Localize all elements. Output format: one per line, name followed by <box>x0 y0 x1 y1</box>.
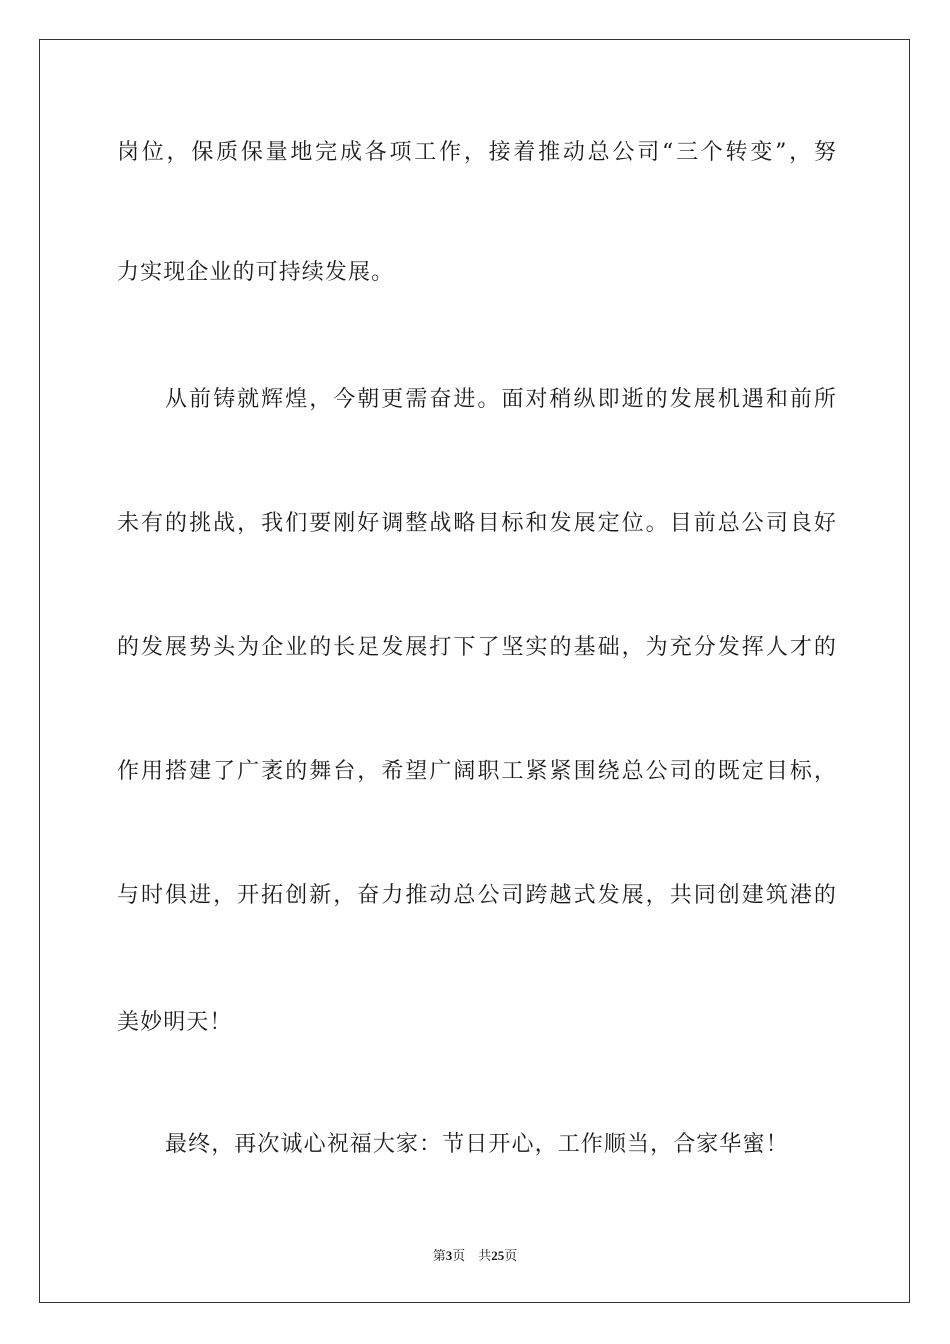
total-prefix: 共 <box>478 1248 492 1263</box>
body-line-1: 岗位，保质保量地完成各项工作，接着推动总公司“三个转变”，努 <box>117 140 837 165</box>
page-footer <box>0 1247 950 1265</box>
body-line-9: 最终，再次诚心祝福大家：节日开心，工作顺当，合家华蜜！ <box>165 1132 789 1157</box>
body-line-5: 的发展势头为企业的长足发展打下了坚实的基础，为充分发挥人才的 <box>117 635 837 660</box>
body-line-4: 未有的挑战，我们要刚好调整战略目标和发展定位。目前总公司良好 <box>117 511 837 536</box>
page-prefix: 第 <box>432 1248 446 1263</box>
body-line-6: 作用搭建了广袤的舞台，希望广阔职工紧紧围绕总公司的既定目标， <box>117 759 837 784</box>
body-line-7: 与时俱进，开拓创新，奋力推动总公司跨越式发展，共同创建筑港的 <box>117 883 837 908</box>
body-line-2: 力实现企业的可持续发展。 <box>117 260 395 285</box>
page-suffix: 页 <box>452 1248 466 1263</box>
total-suffix: 页 <box>504 1248 518 1263</box>
body-line-3: 从前铸就辉煌，今朝更需奋进。面对稍纵即逝的发展机遇和前所 <box>165 387 837 412</box>
page-border <box>39 39 910 1303</box>
body-line-8: 美妙明天！ <box>117 1010 233 1035</box>
current-page-number: 3 <box>445 1248 453 1263</box>
total-page-count: 25 <box>491 1248 505 1263</box>
